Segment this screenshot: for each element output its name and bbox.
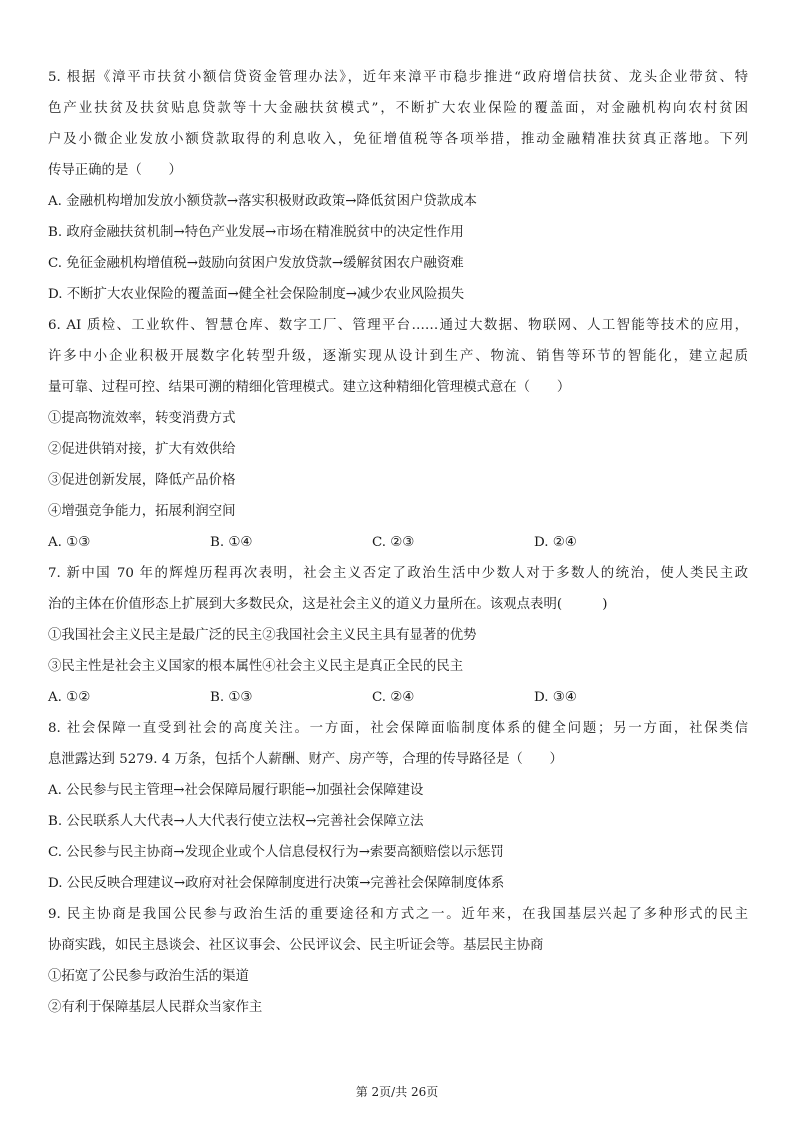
question-6-choice-c: C. ②③ [372, 535, 415, 550]
question-7-items-row-1: ①我国社会主义民主是最广泛的民主②我国社会主义民主具有显著的优势 [48, 628, 477, 643]
question-7-choice-a: A. ①② [48, 690, 91, 705]
question-9-item-2: ②有利于保障基层人民群众当家作主 [48, 1000, 263, 1015]
question-8-option-a: A. 公民参与民主管理→社会保障局履行职能→加强社会保障建设 [48, 783, 424, 798]
question-5-option-b: B. 政府金融扶贫机制→特色产业发展→市场在精准脱贫中的决定性作用 [48, 225, 464, 240]
question-5-stem-line-4: 传导正确的是（ ） [48, 163, 182, 178]
question-6-stem-line-2: 许多中小企业积极开展数字化转型升级，逐渐实现从设计到生产、物流、销售等环节的智能化，建立起质 [48, 349, 748, 364]
question-5-stem-line-1: 5. 根据《漳平市扶贫小额信贷资金管理办法》，近年来漳平市稳步推进“政府增信扶贫、龙头企业带贫、特 [48, 70, 748, 85]
question-5-option-c: C. 免征金融机构增值税→鼓励向贫困户发放贷款→缓解贫困农户融资难 [48, 256, 464, 271]
question-8-option-b: B. 公民联系人大代表→人大代表行使立法权→完善社会保障立法 [48, 814, 424, 829]
question-6-item-1: ①提高物流效率，转变消费方式 [48, 411, 236, 426]
question-7-items-row-2: ③民主性是社会主义国家的根本属性④社会主义民主是真正全民的民主 [48, 659, 464, 674]
question-7-choice-c: C. ②④ [372, 690, 415, 705]
question-6-stem-line-3: 量可靠、过程可控、结果可溯的精细化管理模式。建立这种精细化管理模式意在（ ） [48, 380, 571, 395]
question-7-stem-line-2: 治的主体在价值形态上扩展到大多数民众，这是社会主义的道义力量所在。该观点表明( ) [48, 597, 608, 612]
page-number: 第 2页/共 26页 [355, 1085, 439, 1099]
question-7-stem-line-1: 7. 新中国 70 年的辉煌历程再次表明，社会主义否定了政治生活中少数人对于多数人的统治，使人类民主政 [48, 566, 748, 581]
question-6-choice-b: B. ①④ [210, 535, 253, 550]
question-6-stem-line-1: 6. AI 质检、工业软件、智慧仓库、数字工厂、管理平台……通过大数据、物联网、人工智能等技术的应用， [48, 318, 748, 333]
question-6 [48, 310, 748, 558]
question-5-option-a: A. 金融机构增加发放小额贷款→落实积极财政政策→降低贫困户贷款成本 [48, 194, 477, 209]
question-8-option-c: C. 公民参与民主协商→发现企业或个人信息侵权行为→索要高额赔偿以示惩罚 [48, 845, 504, 860]
question-8-stem-line-2: 息泄露达到 5279. 4 万条，包括个人薪酬、财产、房产等，合理的传导路径是（ ） [48, 752, 563, 767]
question-7-choice-b: B. ①③ [210, 690, 253, 705]
page-content [48, 62, 748, 1023]
question-5 [48, 62, 748, 310]
question-9-item-1: ①拓宽了公民参与政治生活的渠道 [48, 969, 249, 984]
question-7-choices [48, 682, 748, 713]
question-5-stem-line-2: 色产业扶贫及扶贫贴息贷款等十大金融扶贫模式”，不断扩大农业保险的覆盖面，对金融机构向农村贫困 [48, 101, 748, 116]
question-6-choice-d: D. ②④ [534, 535, 577, 550]
question-6-item-2: ②促进供销对接，扩大有效供给 [48, 442, 236, 457]
question-7 [48, 558, 748, 713]
question-8 [48, 713, 748, 899]
question-9-stem-line-2: 协商实践，如民主恳谈会、社区议事会、公民评议会、民主听证会等。基层民主协商 [48, 938, 544, 953]
question-7-choice-d: D. ③④ [534, 690, 577, 705]
question-6-item-4: ④增强竞争能力，拓展利润空间 [48, 504, 236, 519]
question-8-stem-line-1: 8. 社会保障一直受到社会的高度关注。一方面，社会保障面临制度体系的健全问题；另一方面，社保类信 [48, 721, 748, 736]
question-8-option-d: D. 公民反映合理建议→政府对社会保障制度进行决策→完善社会保障制度体系 [48, 876, 505, 891]
question-6-choices [48, 527, 748, 558]
question-6-item-3: ③促进创新发展，降低产品价格 [48, 473, 236, 488]
question-5-option-d: D. 不断扩大农业保险的覆盖面→健全社会保险制度→减少农业风险损失 [48, 287, 465, 302]
question-6-choice-a: A. ①③ [48, 535, 91, 550]
question-5-stem-line-3: 户及小微企业发放小额贷款取得的利息收入，免征增值税等各项举措，推动金融精准扶贫真正落地。下列 [48, 132, 748, 147]
question-9-stem-line-1: 9. 民主协商是我国公民参与政治生活的重要途径和方式之一。近年来，在我国基层兴起了多种形式的民主 [48, 907, 748, 922]
question-9 [48, 899, 748, 1023]
